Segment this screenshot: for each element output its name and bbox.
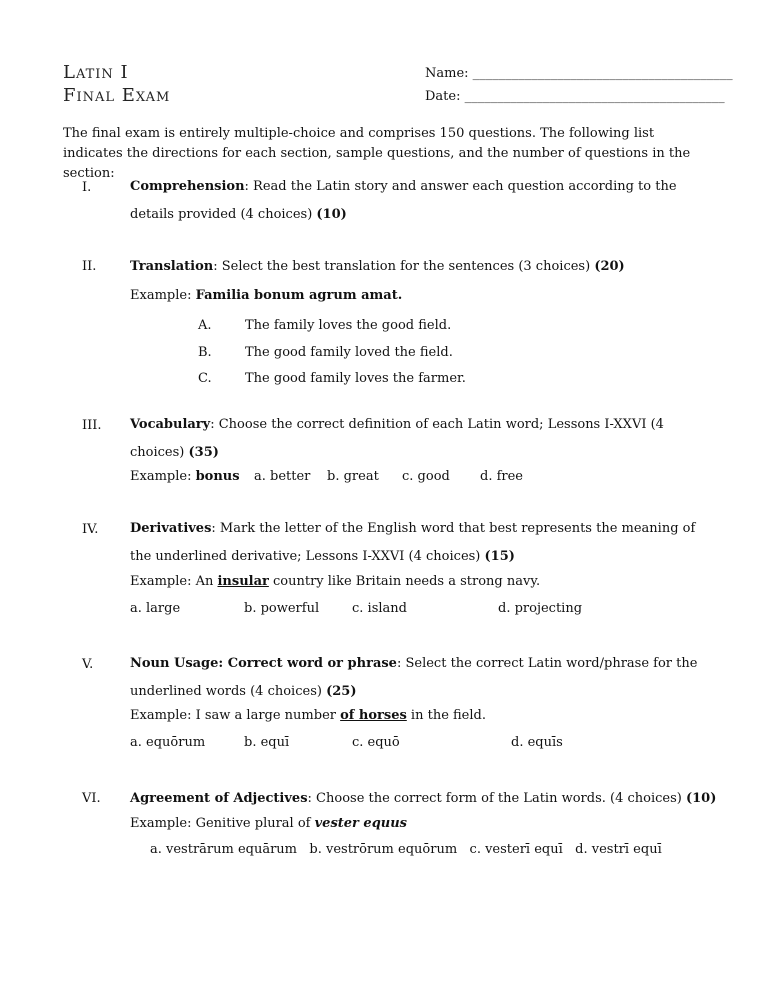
section-4-option-a: a. large	[130, 601, 181, 616]
exam-title-line2: Final Exam	[63, 85, 171, 106]
section-6-heading: Agreement of Adjectives	[130, 791, 308, 806]
section-3-option-c: c. good	[402, 469, 450, 484]
section-4-description	[130, 515, 710, 571]
section-1-text: : Read the Latin story and answer each question according to the details provided (4 choices)	[130, 179, 677, 222]
section-1-count: (10)	[316, 207, 347, 222]
section-2-number: II.	[82, 259, 97, 274]
section-2-example	[130, 288, 402, 303]
section-6-example-word: vester equus	[314, 816, 408, 831]
section-6-example-label: Example: Genitive plural of	[130, 816, 315, 831]
section-6-description	[130, 791, 716, 806]
section-2-option-c: The good family loves the farmer.	[245, 371, 466, 386]
section-4-option-b: b. powerful	[244, 601, 320, 616]
section-2-option-a: The family loves the good field.	[245, 318, 452, 333]
section-3-text: : Choose the correct definition of each Latin word; Lessons I-XXVI (4 choices)	[130, 417, 664, 460]
section-2-option-b-letter: B.	[198, 345, 212, 360]
section-5-example	[130, 708, 486, 723]
section-4-example-pre: Example: An	[130, 574, 218, 589]
section-3-number: III.	[82, 418, 102, 433]
section-5-option-d: d. equīs	[511, 735, 563, 750]
section-4-example	[130, 574, 540, 589]
section-5-count: (25)	[326, 684, 357, 699]
section-4-heading: Derivatives	[130, 521, 212, 536]
section-6-text: : Choose the correct form of the Latin words. (4 choices)	[307, 791, 686, 806]
section-2-option-a-letter: A.	[198, 318, 212, 333]
section-2-text: : Select the best translation for the sentences (3 choices)	[213, 259, 595, 274]
section-3-option-d: d. free	[480, 469, 523, 484]
section-5-option-a: a. equōrum	[130, 735, 206, 750]
section-2-option-c-letter: C.	[198, 371, 212, 386]
date-field: Date: ________________________________________	[425, 89, 725, 104]
section-5-option-b: b. equī	[244, 735, 290, 750]
section-2-option-b: The good family loved the field.	[245, 345, 453, 360]
section-2-example-sentence: Familia bonum agrum amat.	[195, 288, 403, 303]
section-5-example-pre: Example: I saw a large number	[130, 708, 341, 723]
section-6-example	[130, 816, 407, 831]
section-5-example-word: of horses	[340, 708, 407, 723]
section-3-heading: Vocabulary	[130, 417, 211, 432]
section-1-heading: Comprehension	[130, 179, 245, 194]
section-3-description	[130, 411, 710, 467]
section-5-option-c: c. equō	[352, 735, 400, 750]
section-2-count: (20)	[594, 259, 625, 274]
section-4-option-c: c. island	[352, 601, 407, 616]
section-5-example-post: in the field.	[406, 708, 486, 723]
section-6-count: (10)	[685, 791, 717, 806]
section-2-description	[130, 259, 625, 274]
section-1-number: I.	[82, 180, 92, 195]
name-field: Name: ________________________________________	[425, 66, 733, 81]
section-5-description	[130, 650, 710, 706]
intro-paragraph: The final exam is entirely multiple-choice and comprises 150 questions. The following list indicates the directions for each section, sample questions, and the number of questions in the section:	[63, 126, 691, 181]
section-3-example	[130, 469, 240, 484]
section-3-count: (35)	[188, 445, 219, 460]
section-3-example-label: Example:	[130, 469, 196, 484]
section-1-description	[130, 173, 710, 229]
section-2-example-label: Example:	[130, 288, 196, 303]
section-4-example-post: country like Britain needs a strong navy.	[268, 574, 541, 589]
section-4-text: : Mark the letter of the English word that best represents the meaning of the underlined derivative; Lessons I-XXVI (4 choices)	[130, 521, 696, 564]
section-4-number: IV.	[82, 522, 99, 537]
section-4-example-word: insular	[217, 574, 269, 589]
section-4-option-d: d. projecting	[498, 601, 583, 616]
section-3-example-word: bonus	[195, 469, 240, 484]
exam-title-line1: Latin I	[63, 62, 129, 83]
section-6-number: VI.	[82, 791, 101, 806]
section-2-heading: Translation	[130, 259, 214, 274]
section-3-option-a: a. better	[254, 469, 311, 484]
section-3-option-b: b. great	[327, 469, 379, 484]
section-5-number: V.	[82, 657, 94, 672]
section-4-count: (15)	[484, 549, 515, 564]
section-5-heading: Noun Usage: Correct word or phrase	[130, 656, 397, 671]
section-5-text: : Select the correct Latin word/phrase for the underlined words (4 choices)	[130, 656, 698, 699]
section-6-options: a. vestrārum equārum b. vestrōrum equōrum c. vesterī equī d. vestrī equī	[150, 842, 662, 857]
